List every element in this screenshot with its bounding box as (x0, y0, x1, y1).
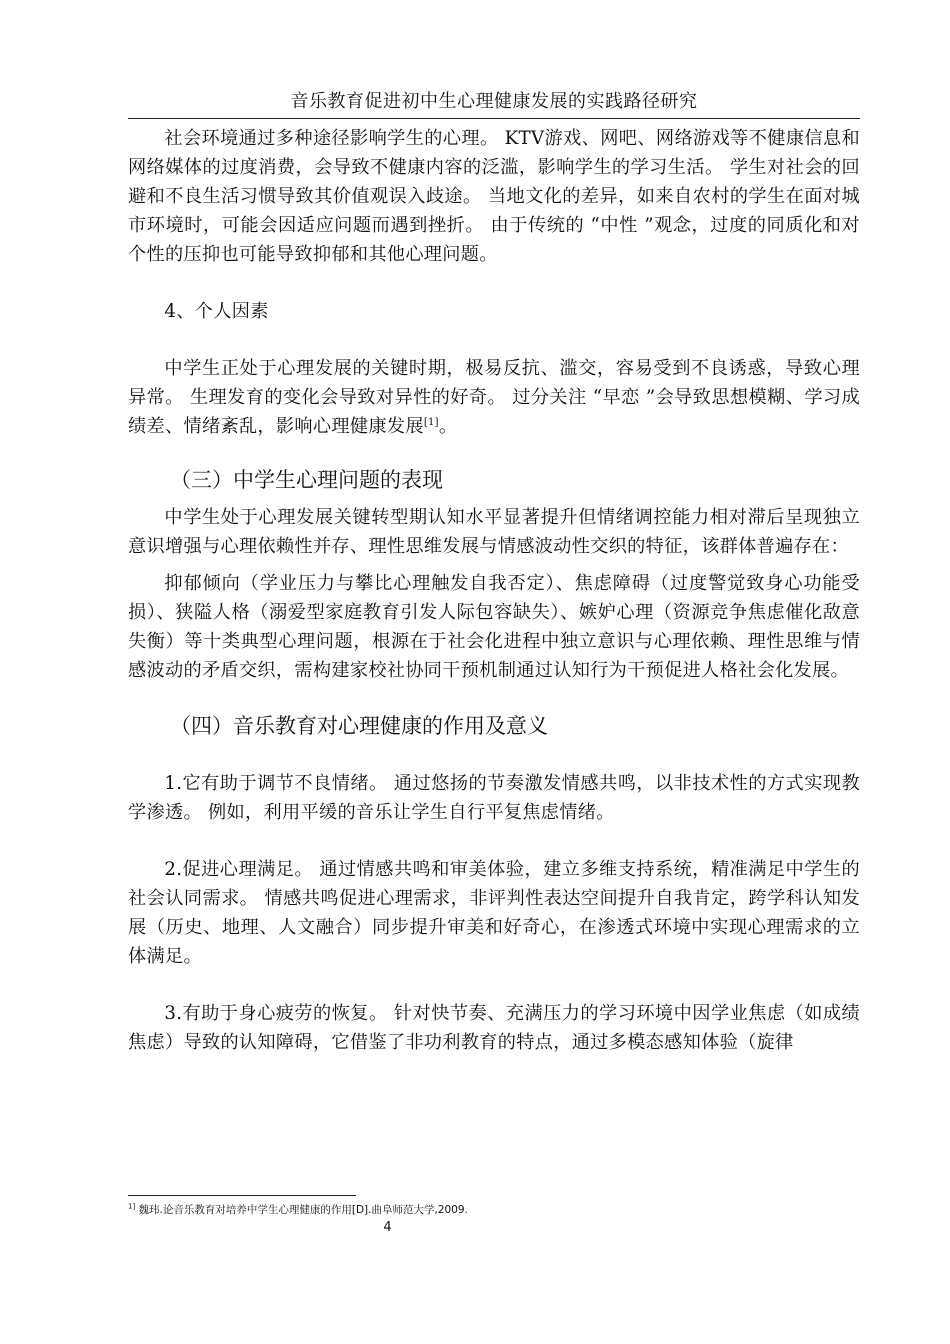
footnote-divider (128, 1195, 356, 1196)
paragraph-point-2: 2.促进心理满足。 通过情感共鸣和审美体验，建立多维支持系统，精准满足中学生的社会认同需求。 情感共鸣促进心理需求，非评判性表达空间提升自我肯定，跨学科认知发展（历史、地理、人文融合）同步提升审美和好奇心，在渗透式环境中实现心理需求的立体满足。 (128, 859, 860, 967)
header-divider (128, 118, 860, 119)
paragraph-personal-factors (128, 354, 860, 441)
paragraph-point-3: 3.有助于身心疲劳的恢复。 针对快节奏、充满压力的学习环境中因学业焦虑（如成绩焦虑）导致的认知障碍，它借鉴了非功利教育的特点，通过多模态感知体验（旋律 (128, 1003, 860, 1053)
footnote-marker: 1] (128, 1202, 136, 1211)
page-body (128, 124, 860, 1057)
section-heading-3: （三）中学生心理问题的表现 (170, 468, 443, 492)
citation-marker[interactable]: [1] (423, 416, 439, 428)
paragraph-psych-problems-intro: 中学生处于心理发展关键转型期认知水平显著提升但情绪调控能力相对滞后呈现独立意识增强与心理依赖性并存、理性思维发展与情感波动性交织的特征，该群体普遍存在： (128, 507, 860, 557)
footnote-text: 魏玮.论音乐教育对培养中学生心理健康的作用[D].曲阜师范大学,2009. (135, 1204, 468, 1216)
paragraph-point-1: 1.它有助于调节不良情绪。 通过悠扬的节奏激发情感共鸣，以非技术性的方式实现教学渗透。 例如，利用平缓的音乐让学生自行平复焦虑情绪。 (128, 773, 860, 823)
paragraph-text: 中学生正处于心理发展的关键时期，极易反抗、滥交，容易受到不良诱惑，导致心理异常。 生理发育的变化会导致对异性的好奇。 过分关注 “早恋 ”会导致思想模糊、学习成绩差、情绪紊乱，影响心理健康发展 (128, 358, 860, 437)
section-heading-4: （四）音乐教育对心理健康的作用及意义 (170, 714, 548, 738)
paragraph-psych-problems-list: 抑郁倾向（学业压力与攀比心理触发自我否定）、焦虑障碍（过度警觉致身心功能受损）、狭隘人格（溺爱型家庭教育引发人际包容缺失）、嫉妒心理（资源竞争焦虑催化敌意失衡）等十类典型心理问题，根源在于社会化进程中独立意识与心理依赖、理性思维与情感波动的矛盾交织，需构建家校社协同干预机制通过认知行为干预促进人格社会化发展。 (128, 573, 860, 681)
paragraph-social-environment: 社会环境通过多种途径影响学生的心理。 KTV游戏、网吧、网络游戏等不健康信息和网络媒体的过度消费，会导致不健康内容的泛滥，影响学生的学习生活。 学生对社会的回避和不良生活习惯导致其价值观误入歧途。 当地文化的差异，如来自农村的学生在面对城市环境时，可能会因适应问题而遇到挫折。 由于传统的 “中性 ”观念，过度的同质化和对个性的压抑也可能导致抑郁和其他心理问题。 (128, 128, 860, 265)
paragraph-end: 。 (438, 416, 458, 437)
footnote (128, 1203, 828, 1217)
running-header: 音乐教育促进初中生心理健康发展的实践路径研究 (290, 91, 698, 112)
list-heading-personal-factors: 4、个人因素 (164, 301, 269, 322)
page-number: 4 (383, 1220, 392, 1235)
